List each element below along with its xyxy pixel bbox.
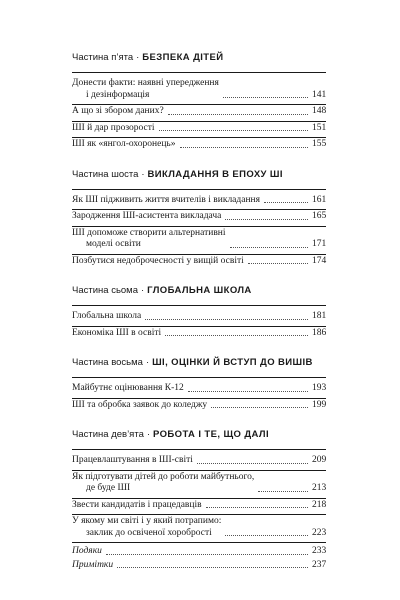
toc-part: [72, 169, 326, 271]
part-title: ВИКЛАДАННЯ В ЕПОХУ ШІ: [147, 168, 283, 180]
entry-title-continued: моделі освіти: [86, 239, 141, 249]
dot-leader: [223, 97, 308, 98]
part-separator: ·: [145, 357, 150, 368]
entry-page-number: 233: [312, 546, 327, 556]
entry-page-number: 161: [312, 194, 327, 205]
extras-rule: [72, 542, 326, 543]
entry-title: Подяки: [72, 546, 102, 556]
entry-title: Позбутися недоброчесності у вищій освіті: [72, 255, 244, 266]
toc-entry[interactable]: [72, 310, 326, 327]
entry-title: Як ШІ підживить життя вчителів і викладання: [72, 194, 260, 205]
dot-leader: [188, 391, 308, 392]
dot-leader: [211, 407, 308, 408]
entry-title: Примітки: [72, 559, 114, 570]
part-heading: [72, 429, 326, 440]
entry-page-number: 174: [312, 255, 327, 266]
dot-leader: [165, 335, 308, 336]
part-label: Частина дев’ята: [72, 429, 144, 440]
toc-entry[interactable]: [72, 194, 326, 211]
part-heading: [72, 357, 326, 368]
dot-leader: [225, 535, 308, 536]
toc-part: [72, 285, 326, 342]
part-heading: [72, 285, 326, 296]
dot-leader: [230, 247, 308, 248]
toc-entry[interactable]: [72, 515, 326, 542]
entry-page-number: 209: [312, 455, 327, 465]
toc-entry[interactable]: [72, 471, 326, 499]
entry-title: У якому ми світі і у який потрапимо:: [72, 516, 222, 526]
part-heading: [72, 52, 326, 63]
entry-title: ШІ допоможе створити альтернативні: [72, 227, 226, 238]
entry-title: Донести факти: наявні упередження: [72, 78, 219, 88]
part-title: БЕЗПЕКА ДІТЕЙ: [142, 52, 224, 63]
part-heading: [72, 169, 326, 180]
toc-entry[interactable]: [72, 138, 326, 154]
dot-leader: [180, 147, 309, 148]
dot-leader: [264, 202, 308, 203]
entry-title: А що зі збором даних?: [72, 106, 164, 116]
dot-leader: [225, 219, 308, 220]
entry-page-number: 141: [312, 89, 327, 100]
toc-part: [72, 357, 326, 414]
entry-title: Звести кандидатів і працедавців: [72, 499, 202, 510]
toc-part: [72, 429, 326, 573]
dot-leader: [159, 130, 308, 131]
entry-page-number: 155: [312, 139, 327, 149]
part-title: ШІ, ОЦІНКИ Й ВСТУП ДО ВИШІВ: [152, 357, 313, 368]
entry-page-number: 151: [312, 122, 327, 133]
entry-page-number: 213: [312, 483, 327, 493]
entry-title-continued: і дезінформація: [86, 89, 150, 100]
toc-entry[interactable]: [72, 77, 326, 105]
part-title: ГЛОБАЛЬНА ШКОЛА: [147, 285, 252, 296]
toc-entry[interactable]: [72, 210, 326, 227]
entry-page-number: 165: [312, 211, 327, 221]
toc-entry[interactable]: [72, 382, 326, 399]
entry-page-number: 148: [312, 106, 327, 116]
entry-title-continued: заклик до освіченої хоробрості: [86, 527, 212, 538]
table-of-contents: [72, 52, 326, 588]
toc-entry[interactable]: [72, 399, 326, 415]
entry-title: ШІ та обробка заявок до коледжу: [72, 399, 208, 410]
dot-leader: [197, 463, 308, 464]
entry-page-number: 199: [312, 399, 327, 410]
entry-page-number: 223: [312, 527, 327, 538]
part-label: Частина п’ята: [72, 52, 134, 63]
toc-part: [72, 52, 326, 154]
entry-page-number: 218: [312, 499, 327, 510]
toc-entry[interactable]: [72, 122, 326, 139]
entry-page-number: 171: [312, 239, 327, 249]
entry-page-number: 237: [312, 559, 327, 570]
entry-page-number: 193: [312, 383, 327, 393]
dot-leader: [258, 491, 308, 492]
entry-page-number: 181: [312, 311, 327, 321]
dot-leader: [117, 567, 308, 568]
toc-entry[interactable]: [72, 499, 326, 516]
part-separator: ·: [146, 429, 151, 440]
entry-title: Зародження ШІ-асистента викладача: [72, 211, 222, 221]
dot-leader: [206, 507, 308, 508]
entry-title: ШІ як «янгол-охоронець»: [72, 139, 176, 149]
entry-title: Глобальна школа: [72, 311, 142, 321]
dot-leader: [106, 554, 308, 555]
part-label: Частина сьома: [72, 285, 138, 296]
part-title: РОБОТА І ТЕ, ЩО ДАЛІ: [153, 429, 270, 440]
part-separator: ·: [141, 285, 145, 296]
toc-entry[interactable]: [72, 327, 326, 343]
toc-entry[interactable]: [72, 255, 326, 271]
entry-title-continued: де буде ШІ: [86, 483, 131, 493]
part-label: Частина шоста: [72, 168, 139, 180]
toc-entry-acknowledgements[interactable]: [72, 546, 326, 560]
entry-page-number: 186: [312, 327, 327, 338]
dot-leader: [145, 319, 308, 320]
toc-entry[interactable]: [72, 105, 326, 122]
entry-title: Майбутнє оцінювання К-12: [72, 383, 184, 393]
entry-title: Працевлаштування в ШІ-світі: [72, 455, 193, 465]
entry-title: Економіка ШІ в освіті: [72, 327, 162, 338]
toc-entry[interactable]: [72, 454, 326, 471]
dot-leader: [248, 263, 308, 264]
entry-title: Як підготувати дітей до роботи майбутнього,: [72, 471, 255, 482]
toc-entry[interactable]: [72, 227, 326, 255]
back-matter: [72, 546, 326, 573]
part-separator: ·: [136, 52, 140, 63]
toc-entry-notes[interactable]: [72, 560, 326, 574]
dot-leader: [168, 114, 308, 115]
part-separator: ·: [141, 168, 145, 180]
entry-title: ШІ й дар прозорості: [72, 122, 155, 133]
part-label: Частина восьма: [72, 357, 143, 368]
